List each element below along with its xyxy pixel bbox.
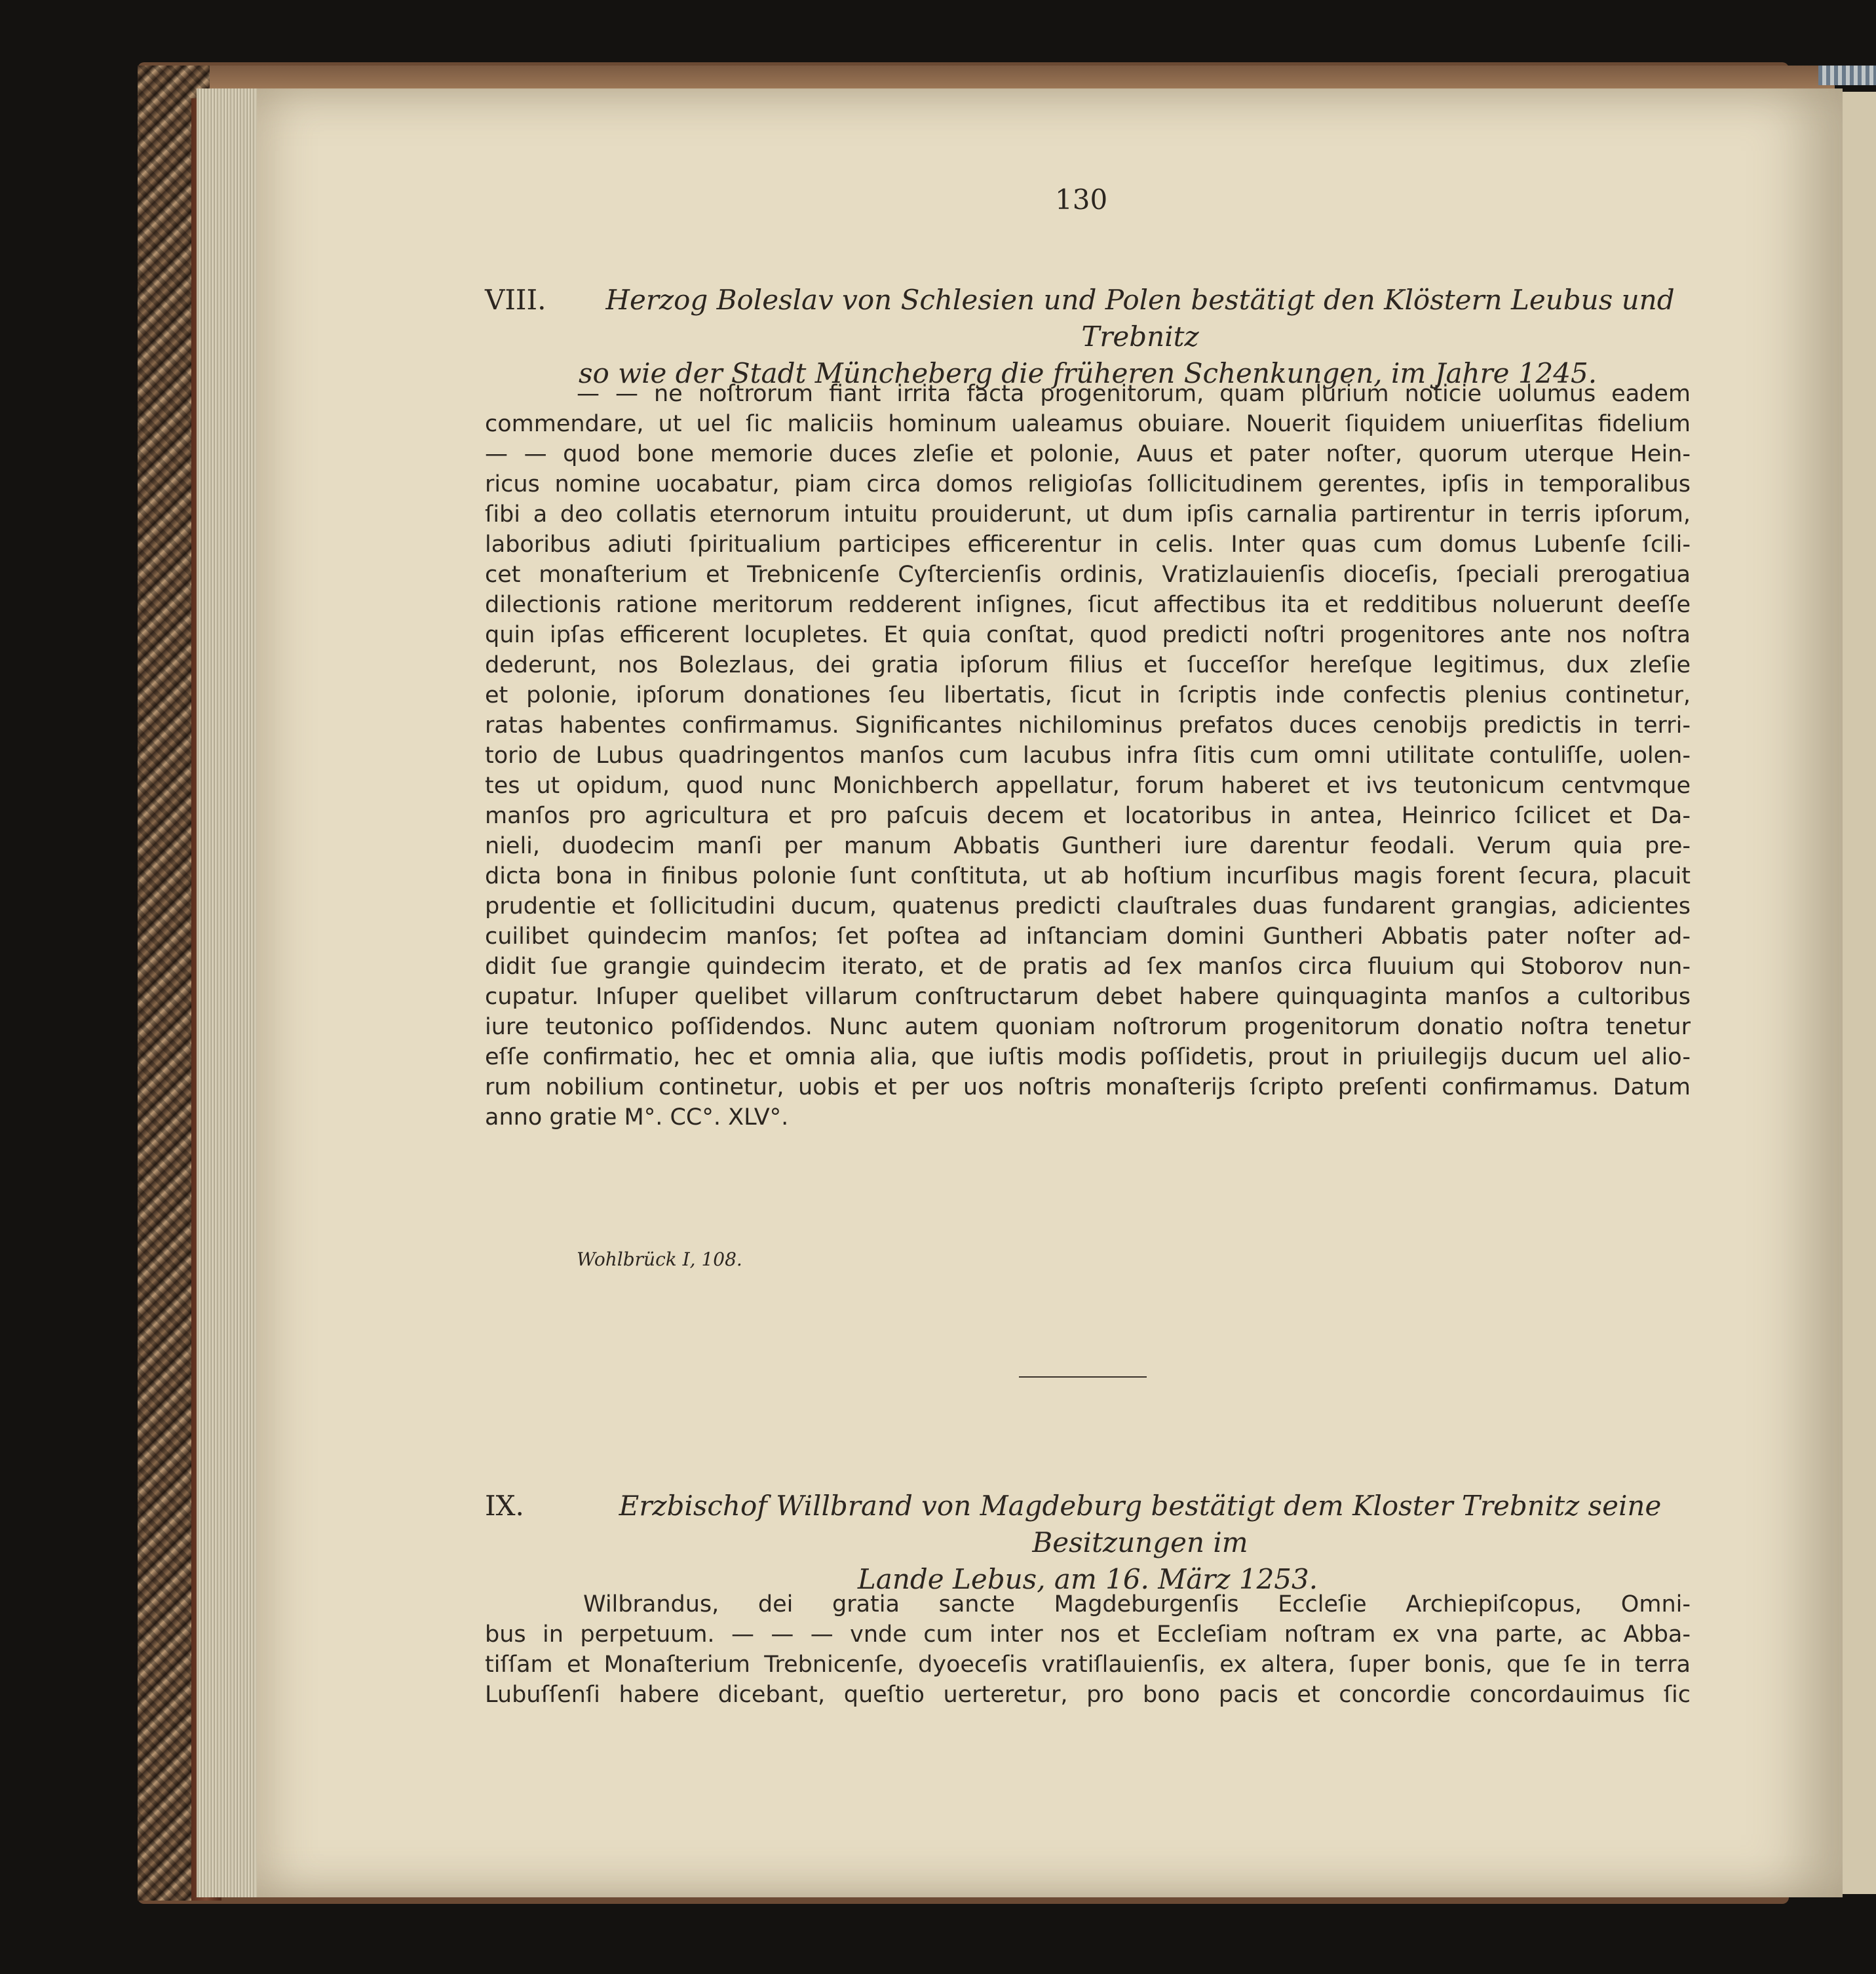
text-line: cet monaſterium et Trebnicenſe Cyſtercienſis ordinis, Vratizlauienſis dioceſis, ſpeciali prerogatiua: [485, 562, 1691, 588]
text-line: et polonie, ipſorum donationes ſeu libertatis, ſicut in ſcriptis inde confectis plenius continetur,: [485, 682, 1691, 708]
text-line: anno gratie M°. CC°. XLV°.: [485, 1104, 789, 1131]
section-ix-body: [485, 1589, 1691, 1710]
text-line: cuilibet quindecim manſos; ſet poſtea ad inſtanciam domini Guntheri Abbatis pater noſter ad-: [485, 923, 1691, 950]
section-ix-title-line2: Lande Lebus, am 16. März 1253.: [857, 1563, 1318, 1595]
section-divider: [1019, 1376, 1147, 1378]
section-viii-number: VIII.: [485, 284, 546, 316]
section-ix-heading: [485, 1488, 1691, 1598]
section-ix-number: IX.: [485, 1490, 524, 1522]
text-line: laboribus adiuti ſpiritualium participes efficerentur in celis. Inter quas cum domus Lubenſe ſcili-: [485, 532, 1691, 558]
section-ix-title-line1: Erzbischof Willbrand von Magdeburg bestätigt dem Kloster Trebnitz seine Besitzungen im: [619, 1490, 1662, 1558]
text-line: prudentie et ſollicitudini ducum, quatenus predicti clauſtrales duas fundarent grangias, adicientes: [485, 893, 1691, 919]
source-citation: Wohlbrück I, 108.: [577, 1248, 742, 1270]
page-edges: [197, 88, 257, 1897]
text-line: — — ne noſtrorum fiant irrita facta progenitorum, quam plurium noticie uolumus eadem: [577, 381, 1691, 407]
text-line: rum nobilium continetur, uobis et per uos noſtris monaſterijs ſcripto preſenti confirmamus. Datum: [485, 1074, 1691, 1100]
text-line: cupatur. Inſuper quelibet villarum conſtructarum debet habere quinquaginta manſos a cultoribus: [485, 984, 1691, 1010]
section-viii-body: [485, 379, 1691, 1132]
text-line: ricus nomine uocabatur, piam circa domos religioſas ſollicitudinem gerentes, ipſis in temporalibus: [485, 471, 1691, 497]
text-line: dilectionis ratione meritorum redderent inſignes, ſicut affectibus ita et redditibus noluerunt deeſſe: [485, 592, 1691, 618]
text-line: tes ut opidum, quod nunc Monichberch appellatur, forum haberet et ivs teutonicum centvmque: [485, 773, 1691, 799]
section-viii-title-line2: so wie der Stadt Müncheberg die früheren Schenkungen, im Jahre 1245.: [578, 357, 1598, 389]
section-viii-heading: [485, 282, 1691, 392]
text-line: tiſſam et Monaſterium Trebnicenſe, dyoeceſis vratiſlauienſis, ex altera, ſuper bonis, que ſe in terra: [485, 1652, 1691, 1678]
text-line: dederunt, nos Bolezlaus, dei gratia ipſorum filius et ſucceſſor hereſque legitimus, dux zleſie: [485, 652, 1691, 678]
book-binding-top: [157, 66, 1835, 92]
text-line: manſos pro agricultura et pro paſcuis decem et locatoribus in antea, Heinrico ſcilicet et Da-: [485, 803, 1691, 829]
text-line: ratas habentes confirmamus. Significantes nichilominus prefatos duces cenobijs predictis in terri-: [485, 712, 1691, 739]
text-line: iure teutonico poſſidendos. Nunc autem quoniam noſtrorum progenitorum donatio noſtra tenetur: [485, 1014, 1691, 1040]
color-calibration-strip: [1818, 66, 1876, 85]
text-line: eſſe confirmatio, hec et omnia alia, que iuſtis modis poſſidetis, prout in priuilegijs ducum uel alio-: [485, 1044, 1691, 1070]
text-line: nieli, duodecim manſi per manum Abbatis Guntheri iure darentur feodali. Verum quia pre-: [485, 833, 1691, 859]
text-line: quin ipſas efficerent locupletes. Et quia conſtat, quod predicti noſtri progenitores ante nos noſtra: [485, 622, 1691, 648]
text-line: bus in perpetuum. — — — vnde cum inter nos et Eccleſiam noſtram ex vna parte, ac Abba-: [485, 1621, 1691, 1648]
text-line: ſibi a deo collatis eternorum intuitu prouiderunt, ut dum ipſis carnalia partirentur in terris ipſorum,: [485, 501, 1691, 528]
text-line: dicta bona in finibus polonie ſunt conſtituta, ut ab hoſtium incurſibus magis forent ſecura, placuit: [485, 863, 1691, 889]
text-line: Wilbrandus, dei gratia sancte Magdeburgenſis Eccleſie Archiepiſcopus, Omni-: [583, 1591, 1691, 1617]
page-number: 130: [1055, 184, 1108, 216]
text-line: commendare, ut uel ſic maliciis hominum ualeamus obuiare. Nouerit ſiquidem uniuerſitas fidelium: [485, 411, 1691, 437]
facing-page-edge: [1843, 92, 1876, 1894]
text-line: — — quod bone memorie duces zleſie et polonie, Auus et pater noſter, quorum uterque Hein-: [485, 441, 1691, 467]
text-line: torio de Lubus quadringentos manſos cum lacubus infra ſitis cum omni utilitate contuliſſe, uolen-: [485, 743, 1691, 769]
section-viii-title-line1: Herzog Boleslav von Schlesien und Polen bestätigt den Klöstern Leubus und Trebnitz: [605, 284, 1675, 353]
text-line: Lubuſſenſi habere dicebant, queſtio uerteretur, pro bono pacis et concordie concordauimus ſic: [485, 1682, 1691, 1708]
text-line: didit ſue grangie quindecim iterato, et de pratis ad ſex manſos circa fluuium qui Stoborov nun-: [485, 954, 1691, 980]
